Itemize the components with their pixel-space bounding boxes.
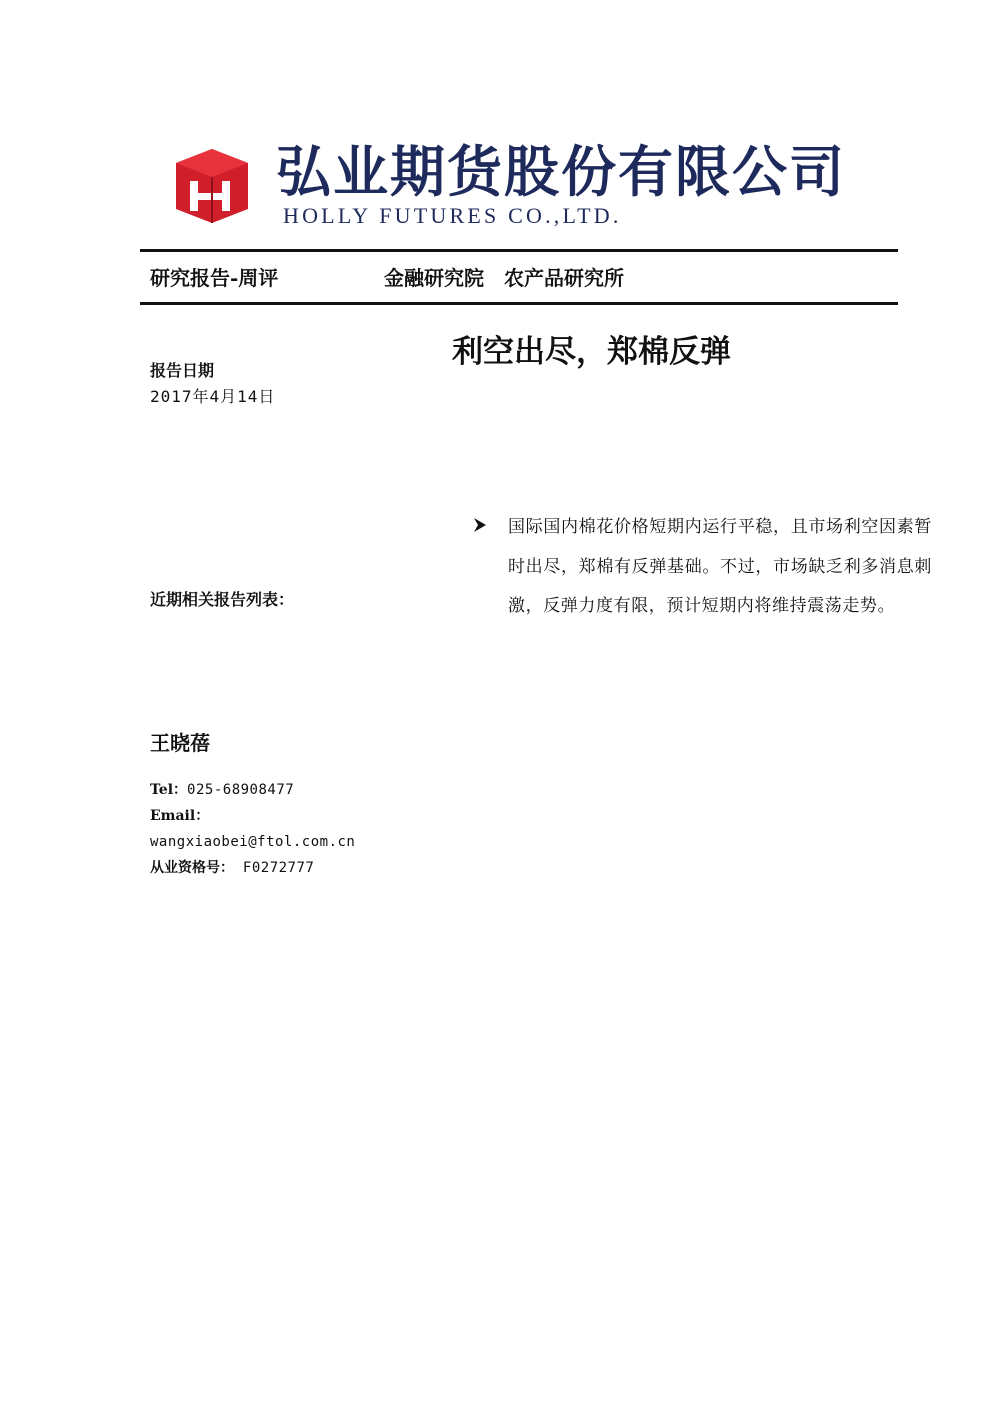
header-top-rule	[140, 249, 898, 252]
tel-value: 025-68908477	[187, 782, 295, 798]
report-date-value: 2017年4月14日	[150, 387, 276, 406]
header-bottom-rule	[140, 302, 898, 305]
license-row	[150, 858, 314, 878]
departments: 金融研究院 农产品研究所	[384, 266, 624, 290]
email-value[interactable]: wangxiaobei@ftol.com.cn	[150, 834, 356, 850]
license-value: F0272777	[242, 860, 315, 876]
report-title: 利空出尽，郑棉反弹	[452, 334, 731, 370]
company-name-en: HOLLY FUTURES CO.,LTD.	[283, 203, 622, 228]
email-row	[150, 832, 355, 852]
email-label-row	[150, 806, 209, 826]
summary-paragraph: 国际国内棉花价格短期内运行平稳，且市场利空因素暂时出尽，郑棉有反弹基础。不过，市场缺乏利多消息刺激，反弹力度有限，预计短期内将维持震荡走势。	[508, 517, 932, 616]
license-label: 从业资格号：	[150, 860, 234, 876]
tel-label: Tel：	[150, 782, 188, 798]
report-type: 研究报告-周评	[150, 266, 279, 290]
email-label: Email：	[150, 808, 210, 824]
related-reports-label: 近期相关报告列表：	[150, 590, 295, 609]
tel-row	[150, 780, 294, 800]
arrow-bullet-icon	[472, 516, 488, 534]
author-name: 王晓蓓	[150, 731, 210, 755]
report-date-label: 报告日期	[150, 361, 215, 380]
company-name-cn: 弘业期货股份有限公司	[276, 139, 847, 204]
company-logo-icon	[170, 143, 252, 225]
